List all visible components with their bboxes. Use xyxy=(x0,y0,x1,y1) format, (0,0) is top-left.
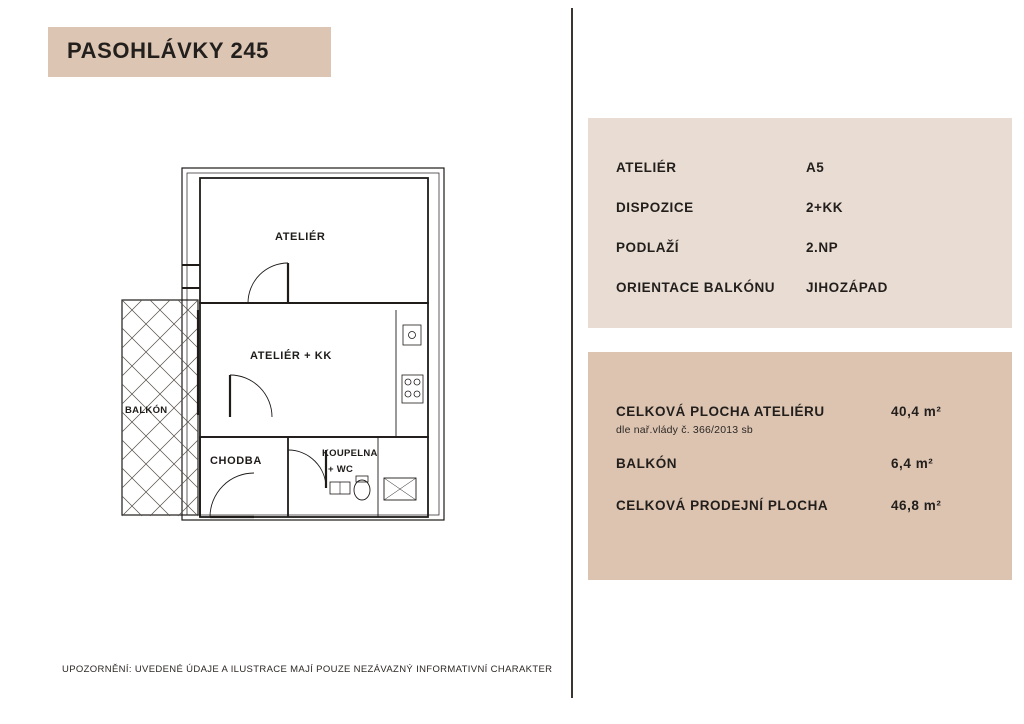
info-label-dispozice: DISPOZICE xyxy=(616,200,694,215)
floor-plan xyxy=(110,160,460,530)
area-note-total-atelier: dle nař.vlády č. 366/2013 sb xyxy=(616,424,753,436)
room-label-balkon: BALKÓN xyxy=(125,405,168,416)
disclaimer-text: UPOZORNĚNÍ: UVEDENÉ ÚDAJE A ILUSTRACE MAJÍ POUZE NEZÁVAZNÝ INFORMATIVNÍ CHARAKTER xyxy=(62,664,553,675)
info-row-dispozice xyxy=(616,200,844,215)
vertical-divider xyxy=(571,8,573,698)
area-row-total-atelier xyxy=(616,404,942,419)
area-panel xyxy=(588,352,1012,580)
info-panel xyxy=(588,118,1012,328)
area-value-total-atelier: 40,4 m² xyxy=(891,404,942,419)
info-label-atelier: ATELIÉR xyxy=(616,160,677,175)
info-row-atelier xyxy=(616,160,825,175)
room-label-wc: + WC xyxy=(328,464,354,475)
area-value-total-sale: 46,8 m² xyxy=(891,498,942,513)
area-label-total-atelier: CELKOVÁ PLOCHA ATELIÉRU xyxy=(616,404,825,419)
room-label-atelier: ATELIÉR xyxy=(275,231,326,243)
room-label-koupelna: KOUPELNA xyxy=(322,448,378,459)
room-label-chodba: CHODBA xyxy=(210,455,262,467)
info-value-podlazi: 2.NP xyxy=(806,240,839,255)
info-row-orientace xyxy=(616,280,888,295)
info-label-podlazi: PODLAŽÍ xyxy=(616,240,680,255)
room-label-atelier-kk: ATELIÉR + KK xyxy=(250,350,332,362)
area-row-balkon xyxy=(616,456,934,471)
area-label-total-sale: CELKOVÁ PRODEJNÍ PLOCHA xyxy=(616,498,829,513)
info-label-orientace: ORIENTACE BALKÓNU xyxy=(616,280,776,295)
info-value-orientace: JIHOZÁPAD xyxy=(806,280,888,295)
info-value-dispozice: 2+KK xyxy=(806,200,844,215)
area-label-balkon: BALKÓN xyxy=(616,456,678,471)
page-title: PASOHLÁVKY 245 xyxy=(67,38,269,63)
area-row-total-sale xyxy=(616,498,942,513)
info-value-atelier: A5 xyxy=(806,160,825,175)
info-row-podlazi xyxy=(616,240,839,255)
area-value-balkon: 6,4 m² xyxy=(891,456,934,471)
